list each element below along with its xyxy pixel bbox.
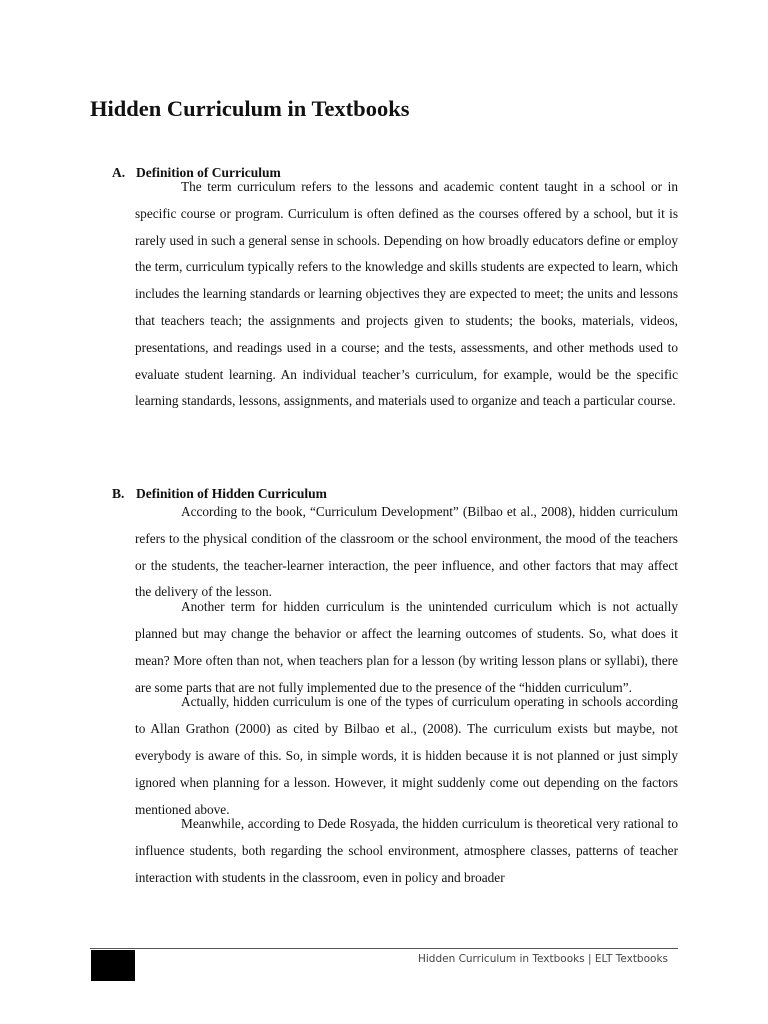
- paragraph: The term curriculum refers to the lessons and academic content taught in a school or in specific course or program. Curriculum is often defined as the courses offered by a school, but it is rarely used in such a general sense in schools. Depending on how broadly educators define or employ the term, curriculum typically refers to the knowledge and skills students are expected to learn, which includes the learning standards or learning objectives they are expected to meet; the units and lessons that teachers teach; the assignments and projects given to students; the books, materials, videos, presentations, and readings used in a course; and the tests, assessments, and other methods used to evaluate student learning. An individual teacher’s curriculum, for example, would be the specific learning standards, lessons, assignments, and materials used to organize and teach a particular course.: [135, 179, 678, 409]
- section-letter: A.: [112, 165, 126, 180]
- footer-divider: [90, 948, 678, 949]
- section-letter: B.: [112, 486, 125, 501]
- paragraph: Another term for hidden curriculum is the unintended curriculum which is not actually planned but may change the behavior or affect the learning outcomes of students. So, what does it mean? More often than not, when teachers plan for a lesson (by writing lesson plans or syllabi), there are some parts that are not fully implemented due to the presence of the “hidden curriculum”.: [135, 599, 678, 695]
- section-definition-of-hidden-curriculum: [112, 485, 678, 892]
- page-title: Hidden Curriculum in Textbooks: [90, 96, 410, 121]
- paragraph: According to the book, “Curriculum Development” (Bilbao et al., 2008), hidden curriculum refers to the physical condition of the classroom or the school environment, the mood of the teachers or the students, the teacher-learner interaction, the peer influence, and other factors that may affect the delivery of the lesson.: [135, 504, 678, 600]
- page-number-block: [91, 950, 135, 981]
- paragraph: Meanwhile, according to Dede Rosyada, the hidden curriculum is theoretical very rational to influence students, both regarding the school environment, atmosphere classes, patterns of teacher interaction with students in the classroom, even in policy and broader: [135, 816, 678, 885]
- section-heading-text: Definition of Curriculum: [136, 165, 281, 180]
- section-definition-of-curriculum: [112, 164, 678, 415]
- section-heading-text: Definition of Hidden Curriculum: [136, 486, 327, 501]
- paragraph: Actually, hidden curriculum is one of the types of curriculum operating in schools according to Allan Grathon (2000) as cited by Bilbao et al., (2008). The curriculum exists but maybe, not everybody is aware of this. So, in simple words, it is hidden because it is not planned or just simply ignored when planning for a lesson. However, it might suddenly come out depending on the factors mentioned above.: [135, 694, 678, 817]
- footer-text: Hidden Curriculum in Textbooks | ELT Textbooks: [417, 953, 668, 965]
